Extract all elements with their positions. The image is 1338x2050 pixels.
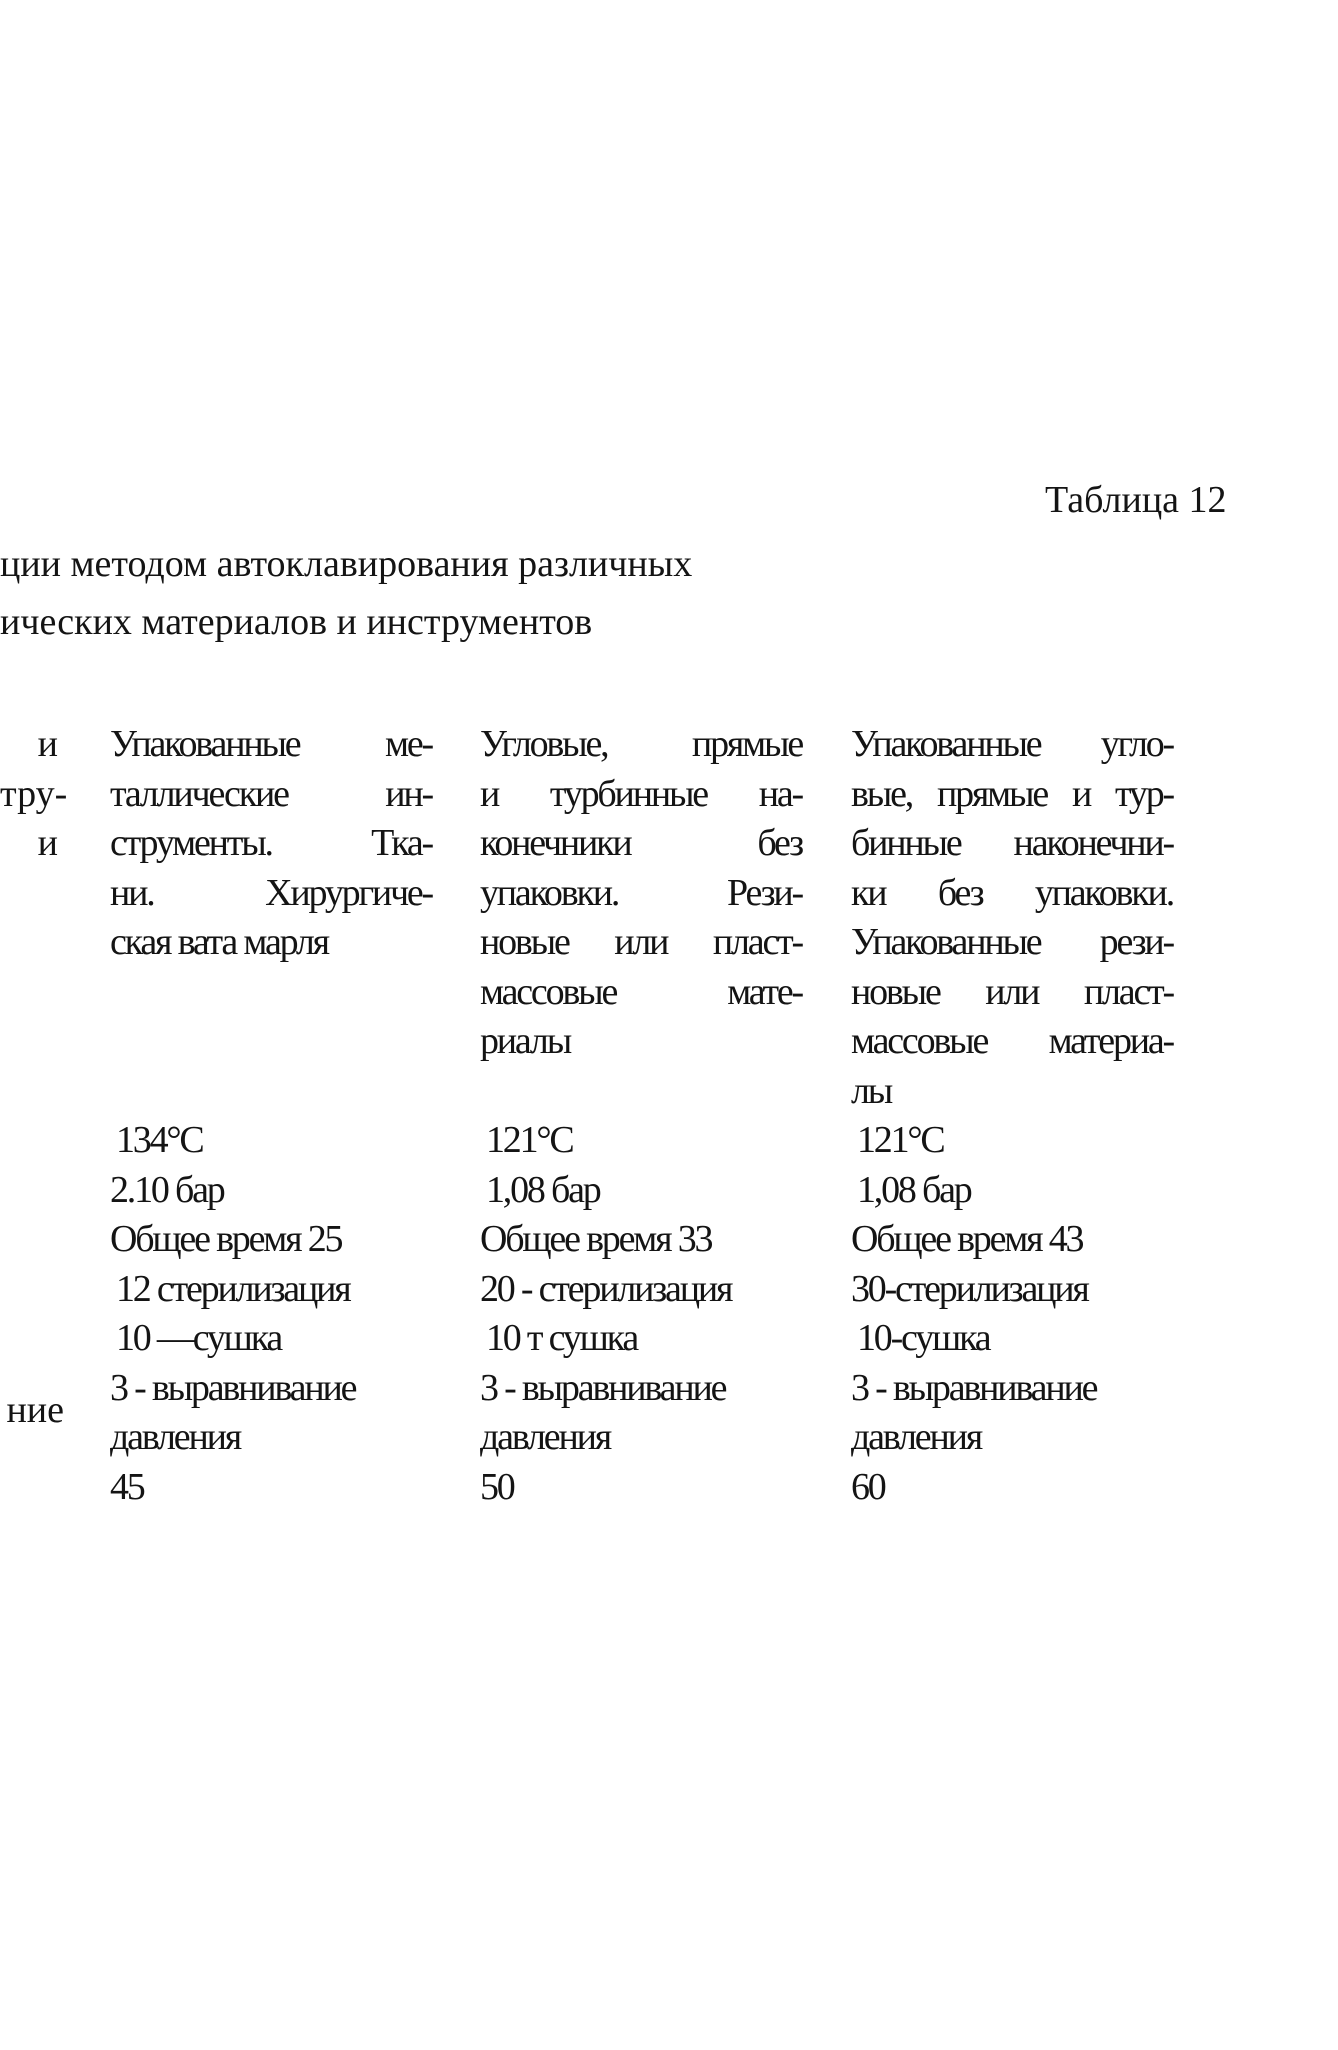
description-line: Упакованные рези- <box>851 921 1173 963</box>
description-line: вые, прямые и тур- <box>851 772 1173 815</box>
description-line: упаковки. Рези- <box>480 871 802 914</box>
drying-value: 10-сушка <box>857 1317 990 1359</box>
result-value: 45 <box>110 1465 144 1508</box>
equalization-continuation: давления <box>480 1416 611 1458</box>
column-parameters <box>851 1116 1173 1512</box>
sterilization-value: 12 стерилизация <box>116 1267 350 1310</box>
pressure-value: 1,08 бар <box>486 1168 600 1211</box>
column-description <box>110 720 432 968</box>
description-line: риалы <box>480 1020 571 1062</box>
total-time-value: Общее время 25 <box>110 1218 342 1260</box>
description-line: бинные наконечни- <box>851 822 1173 864</box>
pressure-value: 2.10 бар <box>110 1168 224 1211</box>
column-description <box>480 720 802 1067</box>
table-title-line-2: ических материалов и инструментов <box>0 601 593 643</box>
sterilization-value: 30-стерилизация <box>851 1267 1088 1310</box>
drying-value: 10 т сушка <box>486 1317 637 1359</box>
column-parameters <box>480 1116 802 1512</box>
temperature-value: 134°С <box>116 1119 203 1161</box>
temperature-value: 121°С <box>486 1119 573 1161</box>
result-value: 60 <box>851 1465 885 1508</box>
left-fragment: и <box>37 723 58 765</box>
temperature-value: 121°С <box>857 1119 944 1161</box>
left-fragment: ние <box>6 1389 64 1431</box>
table-title-line-1: ции методом автоклавирования различных <box>0 543 693 585</box>
description-line: ки без упаковки. <box>851 871 1173 914</box>
left-fragment: и <box>37 822 58 864</box>
total-time-value: Общее время 33 <box>480 1218 712 1260</box>
description-line: таллические ин- <box>110 772 432 815</box>
description-line: Угловые, прямые <box>480 723 802 765</box>
description-line: лы <box>851 1069 892 1112</box>
equalization-value: 3 - выравнивание <box>480 1366 726 1409</box>
total-time-value: Общее время 43 <box>851 1218 1083 1260</box>
result-value: 50 <box>480 1465 514 1508</box>
description-line: струменты. Тка- <box>110 822 432 864</box>
description-line: массовые мате- <box>480 970 802 1013</box>
description-line: Упакованные угло- <box>851 723 1173 765</box>
description-line: ская вата марля <box>110 921 328 963</box>
table-column-3 <box>851 720 1173 1508</box>
equalization-continuation: давления <box>851 1416 982 1458</box>
description-line: новые или пласт- <box>480 921 802 963</box>
left-column-fragments <box>0 720 68 1431</box>
description-line: ни. Хирургиче- <box>110 871 432 914</box>
equalization-value: 3 - выравнивание <box>110 1366 356 1409</box>
drying-value: 10 —сушка <box>116 1317 282 1359</box>
equalization-continuation: давления <box>110 1416 241 1458</box>
table-column-2 <box>480 720 802 1508</box>
pressure-value: 1,08 бар <box>857 1168 971 1211</box>
description-line: новые или пласт- <box>851 970 1173 1013</box>
table-column-1 <box>110 720 432 1508</box>
description-line: конечники без <box>480 822 802 864</box>
sterilization-value: 20 - стерилизация <box>480 1267 732 1310</box>
left-fragment: тру- <box>0 772 68 815</box>
column-parameters <box>110 1116 432 1512</box>
description-line: и турбинные на- <box>480 772 802 815</box>
table-number: Таблица 12 <box>1045 479 1227 521</box>
description-line: массовые материа- <box>851 1020 1173 1062</box>
description-line: Упакованные ме- <box>110 723 432 765</box>
equalization-value: 3 - выравнивание <box>851 1366 1097 1409</box>
column-description <box>851 720 1173 1116</box>
